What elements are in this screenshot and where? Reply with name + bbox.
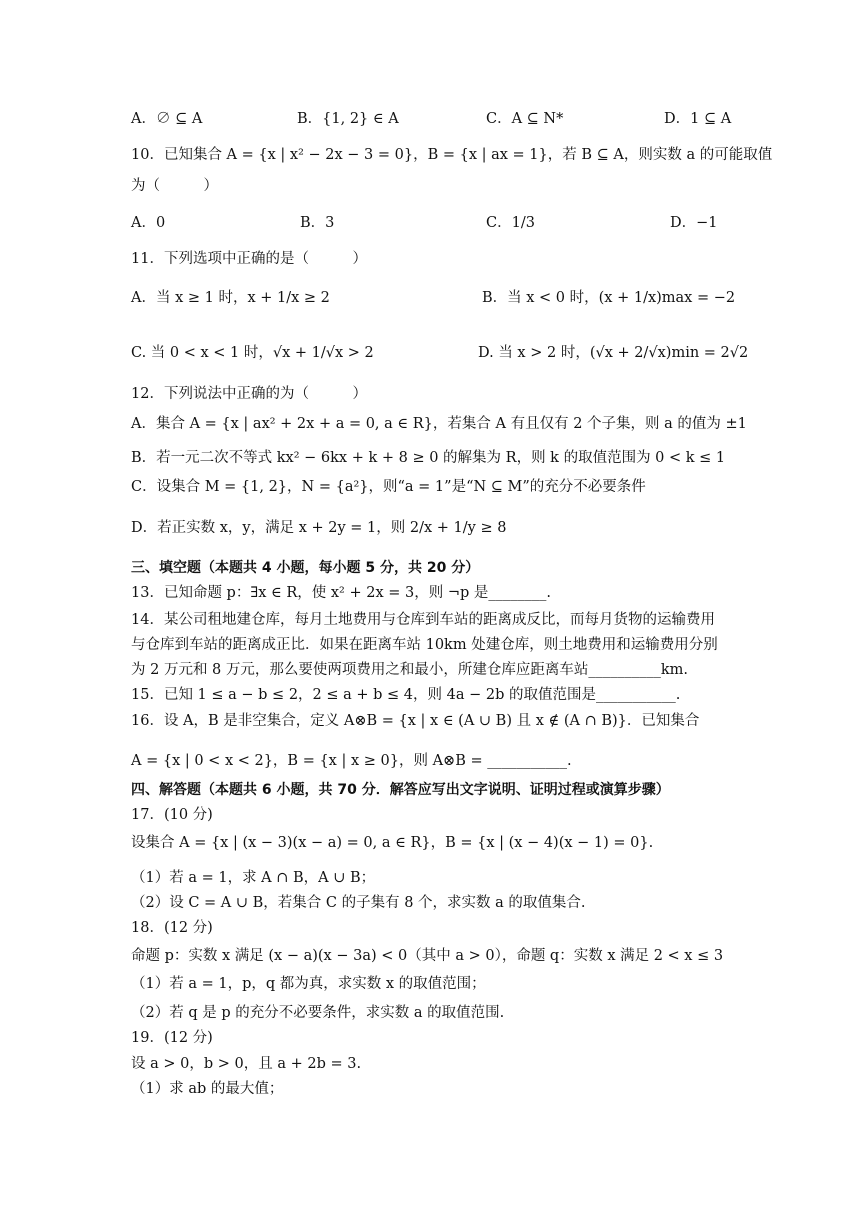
q17-part-2: （2）设 C = A ∪ B，若集合 C 的子集有 8 个，求实数 a 的取值集合. <box>131 895 586 911</box>
q11-stem: 11．下列选项中正确的是（ ） <box>131 251 367 267</box>
q13: 13．已知命题 p：∃x ∈ R，使 x² + 2x = 3，则 ¬p 是________. <box>131 585 551 601</box>
q9-option-c: C．A ⊆ N* <box>486 111 564 127</box>
q14-line-3: 为 2 万元和 8 万元，那么要使两项费用之和最小，所建仓库应距离车站__________km. <box>131 662 689 678</box>
q12-stem: 12．下列说法中正确的为（ ） <box>131 386 367 402</box>
q10-option-d: D．−1 <box>670 215 718 231</box>
q10-stem: 10．已知集合 A = {x | x² − 2x − 3 = 0}，B = {x | ax = 1}，若 B ⊆ A，则实数 a 的可能取值 <box>131 147 773 163</box>
q15: 15．已知 1 ≤ a − b ≤ 2，2 ≤ a + b ≤ 4，则 4a − 2b 的取值范围是___________. <box>131 687 681 703</box>
q10-option-a: A．0 <box>131 215 166 231</box>
q19-stem: 设 a > 0，b > 0，且 a + 2b = 3. <box>131 1056 362 1072</box>
q12-option-c: C．设集合 M = {1, 2}，N = {a²}，则“a = 1”是“N ⊆ M”的充分不必要条件 <box>131 479 646 495</box>
q9-option-d: D．1 ⊆ A <box>664 111 732 127</box>
q12-option-d: D．若正实数 x，y，满足 x + 2y = 1，则 2/x + 1/y ≥ 8 <box>131 520 507 536</box>
q11-option-a: A．当 x ≥ 1 时，x + 1/x ≥ 2 <box>131 290 330 306</box>
q9-option-b: B．{1, 2} ∈ A <box>297 111 399 127</box>
q10-option-b: B．3 <box>300 215 335 231</box>
section-4-heading: 四、解答题（本题共 6 小题，共 70 分．解答应写出文字说明、证明过程或演算步骤） <box>131 782 670 798</box>
q17-header: 17．(10 分) <box>131 807 213 823</box>
q12-option-b: B．若一元二次不等式 kx² − 6kx + k + 8 ≥ 0 的解集为 R，则 k 的取值范围为 0 < k ≤ 1 <box>131 450 726 466</box>
q16-line-2: A = {x | 0 < x < 2}，B = {x | x ≥ 0}，则 A⊗B = ___________. <box>131 753 572 769</box>
q10-option-c: C．1/3 <box>486 215 535 231</box>
q18-stem: 命题 p：实数 x 满足 (x − a)(x − 3a) < 0（其中 a > 0），命题 q：实数 x 满足 2 < x ≤ 3 <box>131 948 724 964</box>
q14-line-1: 14．某公司租地建仓库，每月土地费用与仓库到车站的距离成反比，而每月货物的运输费用 <box>131 612 715 628</box>
q18-header: 18．(12 分) <box>131 920 213 936</box>
q19-part-1: （1）求 ab 的最大值； <box>131 1081 284 1097</box>
section-3-heading: 三、填空题（本题共 4 小题，每小题 5 分，共 20 分） <box>131 560 480 576</box>
q9-option-a: A．∅ ⊆ A <box>131 111 203 127</box>
q16-line-1: 16．设 A，B 是非空集合，定义 A⊗B = {x | x ∈ (A ∪ B) 且 x ∉ (A ∩ B)}．已知集合 <box>131 713 700 729</box>
q18-part-1: （1）若 a = 1，p，q 都为真，求实数 x 的取值范围； <box>131 976 486 992</box>
q11-option-c: C. 当 0 < x < 1 时，√x + 1/√x > 2 <box>131 345 374 361</box>
q17-stem: 设集合 A = {x | (x − 3)(x − a) = 0, a ∈ R}，B = {x | (x − 4)(x − 1) = 0}. <box>131 835 654 851</box>
q17-part-1: （1）若 a = 1，求 A ∩ B，A ∪ B； <box>131 870 376 886</box>
q10-stem-cont: 为（ ） <box>131 178 218 194</box>
q18-part-2: （2）若 q 是 p 的充分不必要条件，求实数 a 的取值范围. <box>131 1005 505 1021</box>
q19-header: 19．(12 分) <box>131 1030 213 1046</box>
q11-option-b: B．当 x < 0 时，(x + 1/x)max = −2 <box>482 290 736 306</box>
q11-option-d: D. 当 x > 2 时，(√x + 2/√x)min = 2√2 <box>478 345 749 361</box>
q14-line-2: 与仓库到车站的距离成正比．如果在距离车站 10km 处建仓库，则土地费用和运输费用分别 <box>131 637 718 653</box>
q12-option-a: A．集合 A = {x | ax² + 2x + a = 0, a ∈ R}，若集合 A 有且仅有 2 个子集，则 a 的值为 ±1 <box>131 416 747 432</box>
